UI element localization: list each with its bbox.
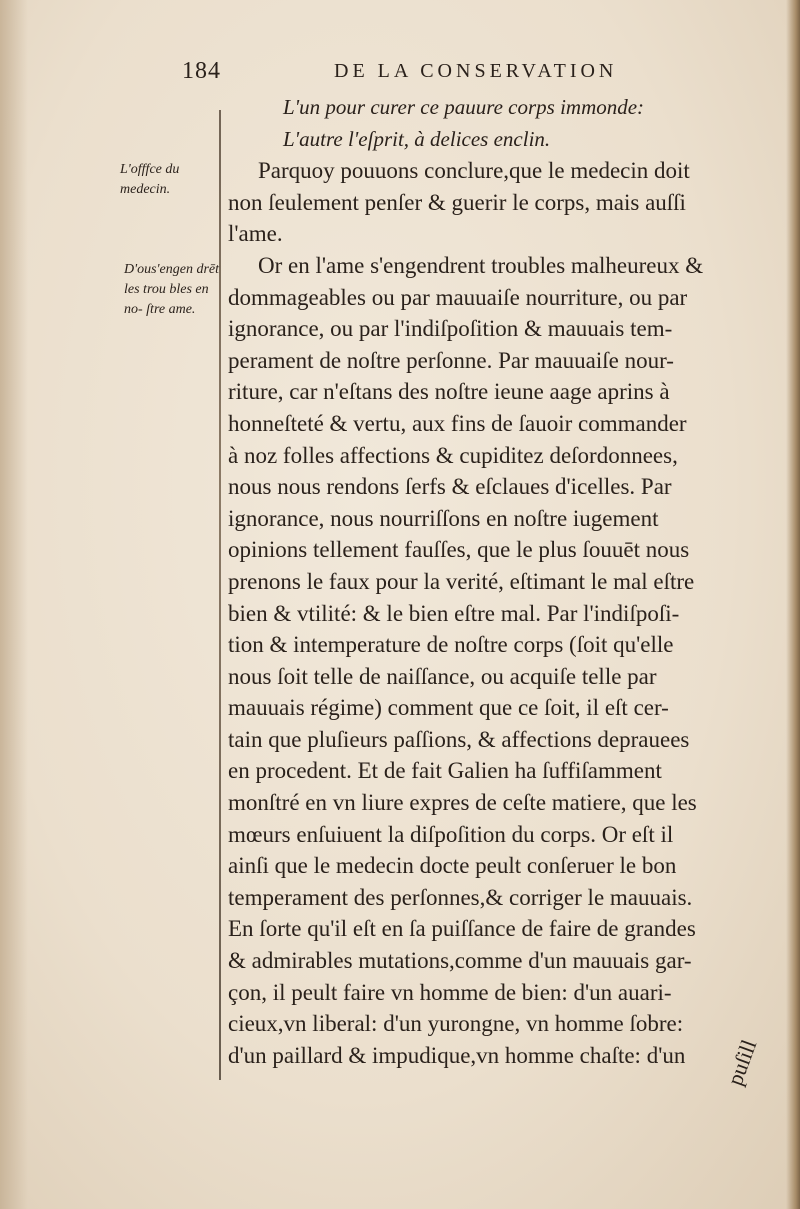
marginal-note: L'offfce du medecin.	[120, 162, 180, 197]
text-line: à noz folles affections & cupiditez deſordonnees,	[228, 442, 678, 468]
text-line: tain que pluſieurs paſſions, & affections deprauees	[228, 726, 690, 752]
text-line: çon, il peult faire vn homme de bien: d'un auari-	[228, 979, 672, 1005]
text-line: cieux,vn liberal: d'un yurongne, vn homme ſobre:	[228, 1011, 684, 1037]
text-line: d'un paillard & impudique,vn homme chaſte: d'un	[228, 1042, 686, 1068]
running-title: DE LA CONSERVATION	[334, 60, 618, 82]
binding-shadow	[0, 0, 28, 1209]
page-edge	[786, 0, 800, 1209]
text-line: tion & intemperature de noſtre corps (ſoit qu'elle	[228, 632, 674, 658]
page-number: 184	[182, 58, 221, 84]
text-line: nous nous rendons ſerfs & eſclaues d'icelles. Par	[228, 474, 672, 500]
text-line: perament de noſtre perſonne. Par mauuaiſe nour-	[228, 347, 674, 373]
text-line: mauuais régime) comment que ce ſoit, il eſt cer-	[228, 695, 669, 721]
text-line: & admirables mutations,comme d'un mauuais gar-	[228, 948, 692, 974]
text-line: riture, car n'eſtans des noſtre ieune aage aprins à	[228, 379, 670, 405]
text-line: dommageables ou par mauuaiſe nourriture, ou par	[228, 284, 688, 310]
running-head	[0, 58, 800, 88]
text-line: non ſeulement penſer & guerir le corps, mais auſſi	[228, 189, 686, 215]
text-line: prenons le faux pour la verité, eſtimant le mal eſtre	[228, 568, 695, 594]
main-text	[228, 92, 788, 1071]
text-line: monſtré en vn liure expres de ceſte matiere, que les	[228, 790, 697, 816]
text-line: ainſi que le medecin docte peult conſeruer le bon	[228, 853, 677, 879]
text-line: temperament des perſonnes,& corriger le mauuais.	[228, 884, 693, 910]
verse-line: L'un pour curer ce pauure corps immonde:	[283, 95, 645, 119]
verse-line: L'autre l'eſprit, à delices enclin.	[283, 126, 551, 151]
text-line: honneſteté & vertu, aux fins de ſauoir commander	[228, 410, 687, 436]
text-line: en procedent. Et de fait Galien ha ſuffiſamment	[228, 758, 662, 784]
catchword: puſill	[722, 1036, 762, 1089]
text-line: ignorance, ou par l'indiſpoſition & mauuais tem-	[228, 316, 673, 342]
text-line: l'ame.	[228, 221, 283, 247]
text-line: bien & vtilité: & le bien eſtre mal. Par l'indiſpoſi-	[228, 600, 680, 626]
text-line: mœurs enſuiuent la diſpoſition du corps. Or eſt il	[228, 821, 674, 847]
text-line: Or en l'ame s'engendrent troubles malheureux &	[258, 252, 704, 278]
text-line: opinions tellement fauſſes, que le plus ſouuēt nous	[228, 537, 690, 563]
marginal-note: D'ous'engen drēt les trou bles en no- ſtre ame.	[124, 262, 220, 317]
margin-rule	[219, 110, 221, 1080]
text-line: En ſorte qu'il eſt en ſa puiſſance de faire de grandes	[228, 916, 696, 942]
text-line: nous ſoit telle de naiſſance, ou acquiſe telle par	[228, 663, 657, 689]
text-line: ignorance, nous nourriſſons en noſtre iugement	[228, 505, 659, 531]
text-line: Parquoy pouuons conclure,que le medecin doit	[258, 158, 690, 184]
